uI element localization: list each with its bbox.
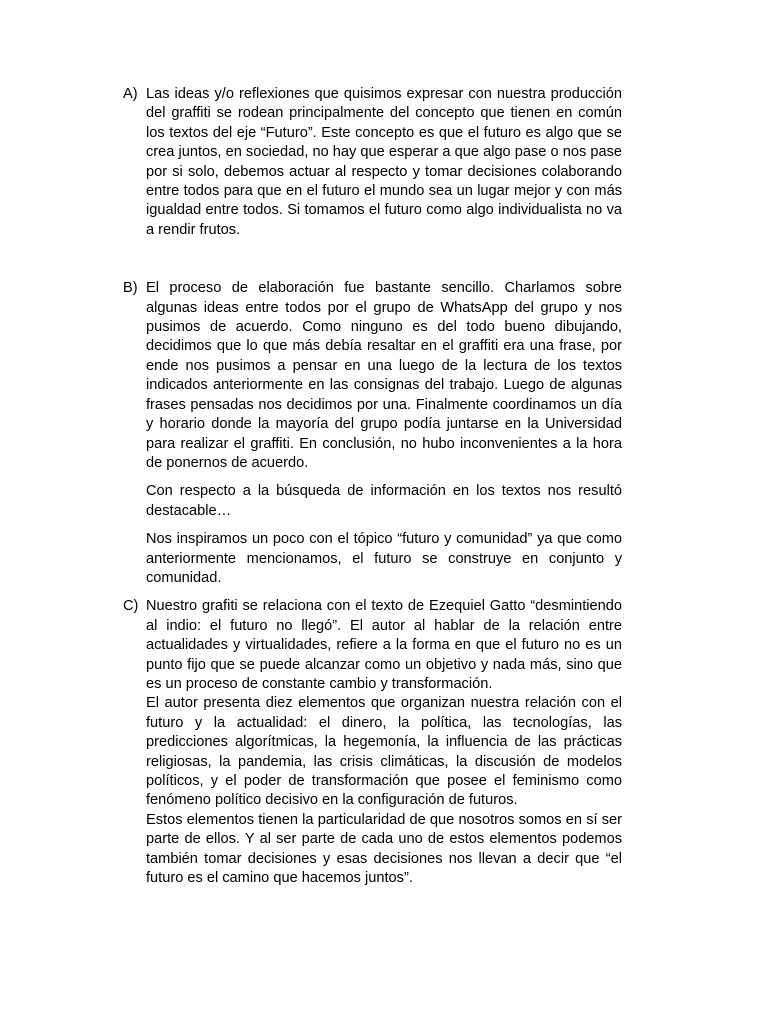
- paragraph: El autor presenta diez elementos que organizan nuestra relación con el futuro y la actualidad: el dinero, la política, las tecnologías, las predicciones algorítmicas, la hegemonía, la influencia de las prácticas religiosas, la pandemia, las crisis climáticas, la discusión de modelos políticos, y el poder de transformación que posee el feminismo como fenómeno político decisivo en la configuración de futuros.: [146, 695, 622, 809]
- list-marker: A): [123, 86, 138, 102]
- list-item-b: [123, 279, 622, 588]
- document-body: [123, 85, 622, 888]
- paragraph: El proceso de elaboración fue bastante sencillo. Charlamos sobre algunas ideas entre todos por el grupo de WhatsApp del grupo y nos pusimos de acuerdo. Como ninguno es del todo bueno dibujando, decidimos que lo que más debía resaltar en el graffiti era una frase, por ende nos pusimos a pensar en una luego de la lectura de los textos indicados anteriormente en las consignas del trabajo. Luego de algunas frases pensadas nos decidimos por una. Finalmente coordinamos un día y horario donde la mayoría del grupo podía juntarse en la Universidad para realizar el graffiti. En conclusión, no hubo inconvenientes a la hora de ponernos de acuerdo.: [146, 280, 622, 471]
- paragraph: Estos elementos tienen la particularidad de que nosotros somos en sí ser parte de ellos. Y al ser parte de cada uno de estos elementos podemos también tomar decisiones y esas decisiones nos llevan a decir que “el futuro es el camino que hacemos juntos”.: [146, 811, 622, 887]
- paragraph: Nuestro grafiti se relaciona con el texto de Ezequiel Gatto “desmintiendo al indio: el futuro no llegó”. El autor al hablar de la relación entre actualidades y virtualidades, refiere a la forma en que el futuro no es un punto fijo que se puede alcanzar como un objetivo y nada más, sino que es un proceso de constante cambio y transformación.: [146, 598, 622, 692]
- paragraph: Las ideas y/o reflexiones que quisimos expresar con nuestra producción del graffiti se rodean principalmente del concepto que tienen en común los textos del eje “Futuro”. Este concepto es que el futuro es algo que se crea juntos, en sociedad, no hay que esperar a que algo pase o nos pase por si solo, debemos actuar al respecto y tomar decisiones colaborando entre todos para que en el futuro el mundo sea un lugar mejor y con más igualdad entre todos. Si tomamos el futuro como algo individualista no va a rendir frutos.: [146, 86, 622, 238]
- list-item-body: [146, 279, 622, 588]
- list-item-a: [123, 85, 622, 240]
- list-marker: B): [123, 280, 138, 297]
- paragraph: Nos inspiramos un poco con el tópico “futuro y comunidad” ya que como anteriormente mencionamos, el futuro se construye en conjunto y comunidad.: [146, 531, 622, 586]
- list-item-body: [146, 597, 622, 888]
- paragraph: Con respecto a la búsqueda de información en los textos nos resultó destacable…: [146, 483, 622, 519]
- list-item-c: [123, 597, 622, 888]
- list-marker: C): [123, 598, 139, 615]
- list-item-body: [146, 85, 622, 240]
